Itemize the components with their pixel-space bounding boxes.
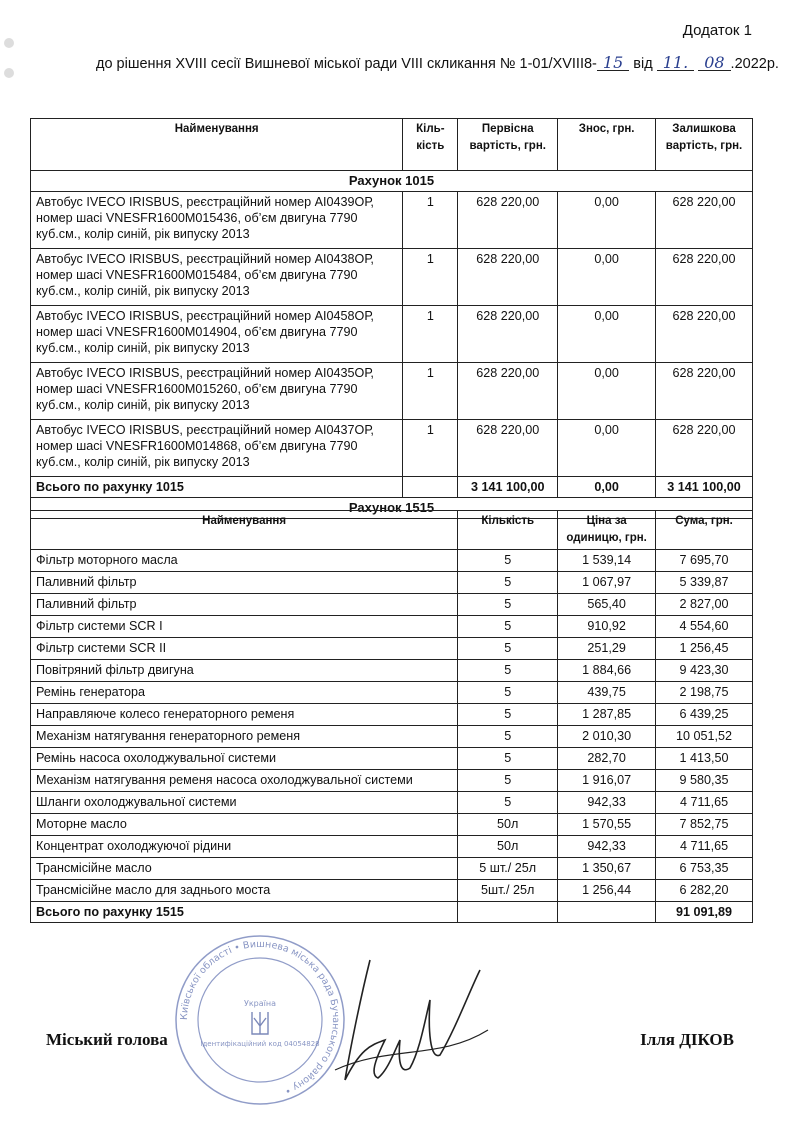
cell-qty: 5 шт./ 25л: [458, 858, 558, 880]
cell-name: Паливний фільтр: [31, 594, 458, 616]
section-title: Рахунок 1015: [31, 171, 753, 192]
cell-price: 1 350,67: [558, 858, 656, 880]
signatory-name: Ілля ДІКОВ: [640, 1030, 734, 1049]
total-qty: [403, 477, 458, 498]
cell-price: 1 287,85: [558, 704, 656, 726]
date-suffix: .2022р.: [730, 56, 779, 72]
table-row: [31, 638, 753, 660]
cell-price: 439,75: [558, 682, 656, 704]
cell-name: Фільтр моторного масла: [31, 550, 458, 572]
col-header-residual: Залишкова вартість, грн.: [656, 119, 753, 171]
signatory-position: Міський голова: [46, 1030, 168, 1049]
svg-text:Київської області • Вишнева мі: Київської області • Вишнева міська рада Бучанського району •: [178, 938, 342, 1097]
col-header-price: Ціна за одиницю, грн.: [558, 511, 656, 550]
table-row: [31, 594, 753, 616]
cell-name: Механізм натягування генераторного ременя: [31, 726, 458, 748]
cell-qty: 5: [458, 770, 558, 792]
cell-name: Автобус IVECO IRISBUS, реєстраційний номер АІ0435ОР, номер шасі VNESFR1600M015260, об’єм двигуна 7790 куб.см., колір синій, рік випуску 2013: [31, 363, 403, 420]
table-row: [31, 616, 753, 638]
cell-sum: 1 413,50: [656, 748, 753, 770]
col-header-initial: Первісна вартість, грн.: [458, 119, 558, 171]
cell-wear: 0,00: [558, 420, 656, 477]
cell-qty: 5: [458, 792, 558, 814]
col-header-wear: Знос, грн.: [558, 119, 656, 171]
punch-hole: [4, 38, 14, 48]
cell-qty: 5: [458, 726, 558, 748]
cell-qty: 50л: [458, 814, 558, 836]
table-row: [31, 704, 753, 726]
table-row: [31, 572, 753, 594]
svg-text:Україна: Україна: [243, 999, 277, 1008]
cell-residual: 628 220,00: [656, 249, 753, 306]
col-header-sum: Сума, грн.: [656, 511, 753, 550]
cell-sum: 2 198,75: [656, 682, 753, 704]
cell-sum: 4 711,65: [656, 836, 753, 858]
cell-sum: 5 339,87: [656, 572, 753, 594]
cell-qty: 5: [458, 638, 558, 660]
table-row: [31, 306, 753, 363]
table-header-row: [31, 511, 753, 550]
cell-price: 565,40: [558, 594, 656, 616]
cell-name: Концентрат охолоджуючої рідини: [31, 836, 458, 858]
table-row: [31, 836, 753, 858]
table-row: [31, 726, 753, 748]
cell-name: Ремінь генератора: [31, 682, 458, 704]
cell-sum: 2 827,00: [656, 594, 753, 616]
cell-price: 942,33: [558, 792, 656, 814]
cell-price: 1 067,97: [558, 572, 656, 594]
official-seal-stamp: [170, 930, 350, 1110]
table-row: [31, 420, 753, 477]
cell-price: 1 916,07: [558, 770, 656, 792]
cell-sum: 6 753,35: [656, 858, 753, 880]
total-initial: 3 141 100,00: [458, 477, 558, 498]
cell-sum: 6 282,20: [656, 880, 753, 902]
appendix-label: Додаток 1: [682, 22, 752, 39]
table-row: [31, 770, 753, 792]
cell-initial: 628 220,00: [458, 249, 558, 306]
table-row: [31, 192, 753, 249]
table-row: [31, 880, 753, 902]
cell-name: Шланги охолоджувальної системи: [31, 792, 458, 814]
date-day: 11.: [657, 56, 694, 71]
total-label: Всього по рахунку 1515: [31, 902, 458, 923]
cell-qty: 5: [458, 748, 558, 770]
table-row: [31, 814, 753, 836]
decision-number: 15: [597, 56, 629, 71]
cell-residual: 628 220,00: [656, 306, 753, 363]
section-title: Рахунок 1515: [31, 498, 753, 519]
cell-sum: 4 711,65: [656, 792, 753, 814]
total-residual: 3 141 100,00: [656, 477, 753, 498]
cell-name: Трансмісійне масло: [31, 858, 458, 880]
cell-residual: 628 220,00: [656, 420, 753, 477]
cell-qty: 1: [403, 249, 458, 306]
cell-name: Автобус IVECO IRISBUS, реєстраційний номер АІ0438ОР, номер шасі VNESFR1600M015484, об’єм двигуна 7790 куб.см., колір синій, рік випуску 2013: [31, 249, 403, 306]
total-price: [558, 902, 656, 923]
decision-reference: [96, 53, 779, 72]
col-header-name: Найменування: [31, 119, 403, 171]
decision-prefix: до рішення XVIII сесії Вишневої міської ради VIII скликання № 1-01/XVIII8-: [96, 56, 597, 72]
cell-price: 2 010,30: [558, 726, 656, 748]
table-row: [31, 792, 753, 814]
cell-name: Фільтр системи SCR II: [31, 638, 458, 660]
cell-sum: 1 256,45: [656, 638, 753, 660]
cell-sum: 9 580,35: [656, 770, 753, 792]
cell-price: 910,92: [558, 616, 656, 638]
cell-qty: 5: [458, 660, 558, 682]
assets-table: [30, 118, 753, 519]
cell-price: 282,70: [558, 748, 656, 770]
cell-qty: 5: [458, 594, 558, 616]
total-row: [31, 477, 753, 498]
cell-qty: 1: [403, 306, 458, 363]
cell-name: Фільтр системи SCR I: [31, 616, 458, 638]
table-row: [31, 249, 753, 306]
cell-residual: 628 220,00: [656, 192, 753, 249]
table-row: [31, 550, 753, 572]
handwritten-signature: [330, 950, 490, 1100]
cell-name: Моторне масло: [31, 814, 458, 836]
cell-name: Повітряний фільтр двигуна: [31, 660, 458, 682]
cell-qty: 5: [458, 550, 558, 572]
total-sum: 91 091,89: [656, 902, 753, 923]
total-qty: [458, 902, 558, 923]
date-month: 08: [698, 56, 730, 71]
cell-name: Ремінь насоса охолоджувальної системи: [31, 748, 458, 770]
cell-wear: 0,00: [558, 363, 656, 420]
cell-sum: 7 695,70: [656, 550, 753, 572]
cell-price: 1 539,14: [558, 550, 656, 572]
cell-qty: 5: [458, 616, 558, 638]
cell-price: 1 884,66: [558, 660, 656, 682]
cell-name: Механізм натягування ременя насоса охолоджувальної системи: [31, 770, 458, 792]
total-row: [31, 902, 753, 923]
cell-initial: 628 220,00: [458, 192, 558, 249]
cell-qty: 5шт./ 25л: [458, 880, 558, 902]
cell-name: Автобус IVECO IRISBUS, реєстраційний номер АІ0439ОР, номер шасі VNESFR1600M015436, об’єм двигуна 7790 куб.см., колір синій, рік випуску 2013: [31, 192, 403, 249]
cell-qty: 5: [458, 704, 558, 726]
cell-price: 1 570,55: [558, 814, 656, 836]
table-row: [31, 682, 753, 704]
total-wear: 0,00: [558, 477, 656, 498]
cell-price: 251,29: [558, 638, 656, 660]
cell-name: Трансмісійне масло для заднього моста: [31, 880, 458, 902]
cell-initial: 628 220,00: [458, 420, 558, 477]
date-prefix: від: [633, 56, 653, 72]
cell-sum: 7 852,75: [656, 814, 753, 836]
punch-hole: [4, 68, 14, 78]
cell-name: Паливний фільтр: [31, 572, 458, 594]
col-header-qty: Кіль-кість: [403, 119, 458, 171]
table-header-row: [31, 119, 753, 171]
cell-name: Автобус IVECO IRISBUS, реєстраційний номер АІ0458ОР, номер шасі VNESFR1600M014904, об’єм двигуна 7790 куб.см., колір синій, рік випуску 2013: [31, 306, 403, 363]
cell-price: 1 256,44: [558, 880, 656, 902]
cell-sum: 10 051,52: [656, 726, 753, 748]
total-label: Всього по рахунку 1015: [31, 477, 403, 498]
cell-price: 942,33: [558, 836, 656, 858]
cell-qty: 1: [403, 363, 458, 420]
col-header-name: Найменування: [31, 511, 458, 550]
table-row: [31, 660, 753, 682]
cell-qty: 5: [458, 572, 558, 594]
cell-initial: 628 220,00: [458, 363, 558, 420]
cell-qty: 1: [403, 420, 458, 477]
cell-name: Направляюче колесо генераторного ременя: [31, 704, 458, 726]
cell-sum: 6 439,25: [656, 704, 753, 726]
cell-sum: 9 423,30: [656, 660, 753, 682]
cell-wear: 0,00: [558, 192, 656, 249]
parts-table: [30, 510, 753, 923]
table-row: [31, 363, 753, 420]
cell-name: Автобус IVECO IRISBUS, реєстраційний номер АІ0437ОР, номер шасі VNESFR1600M014868, об’єм двигуна 7790 куб.см., колір синій, рік випуску 2013: [31, 420, 403, 477]
cell-sum: 4 554,60: [656, 616, 753, 638]
cell-qty: 50л: [458, 836, 558, 858]
svg-text:Ідентифікаційний код 04054828: Ідентифікаційний код 04054828: [200, 1040, 320, 1048]
col-header-qty: Кількість: [458, 511, 558, 550]
cell-initial: 628 220,00: [458, 306, 558, 363]
table-row: [31, 748, 753, 770]
cell-qty: 5: [458, 682, 558, 704]
cell-residual: 628 220,00: [656, 363, 753, 420]
table-row: [31, 858, 753, 880]
cell-wear: 0,00: [558, 306, 656, 363]
cell-wear: 0,00: [558, 249, 656, 306]
cell-qty: 1: [403, 192, 458, 249]
